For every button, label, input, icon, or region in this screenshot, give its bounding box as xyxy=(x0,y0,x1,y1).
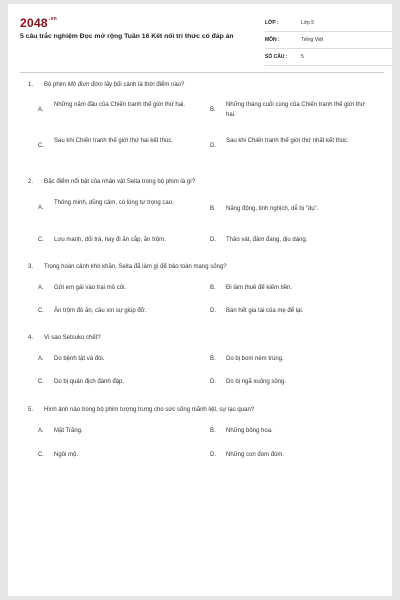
option-letter: C. xyxy=(38,379,44,385)
meta-row-count xyxy=(265,50,395,66)
question-text: Vì sao Setsuko chết? xyxy=(44,335,101,341)
question-number: 1. xyxy=(28,82,34,88)
option-letter: C. xyxy=(38,308,44,314)
option-text: Những bông hoa. xyxy=(226,428,273,434)
option-text: Do bị quân địch đánh đập. xyxy=(54,379,125,385)
option-text: Sau khi Chiến tranh thế giới thứ hai kết thúc. xyxy=(54,138,174,144)
option-letter: B. xyxy=(210,107,216,113)
document-page xyxy=(8,4,392,596)
question-number: 5. xyxy=(28,407,34,413)
meta-key: MÔN : xyxy=(265,37,280,43)
document-header xyxy=(20,16,380,68)
option-letter: B. xyxy=(210,285,216,291)
question-text: Bộ phim Mộ đom đóm lấy bối cảnh là thời điểm nào? xyxy=(44,82,185,88)
option-text: Mặt Trăng. xyxy=(54,428,83,434)
option-letter: D. xyxy=(210,379,216,385)
option-text: Năng động, tinh nghịch, dễ bị "dụ". xyxy=(226,206,319,212)
document-title: 5 câu trắc nghiệm Đọc mở rộng Tuần 16 Kết nối tri thức có đáp án xyxy=(20,33,234,40)
option-letter: D. xyxy=(210,452,216,458)
question-text: Đặc điểm nổi bật của nhân vật Seita trong bộ phim là gì? xyxy=(44,179,196,185)
option-text: Đi làm thuê để kiếm tiền. xyxy=(226,285,293,291)
meta-key: SỐ CÂU : xyxy=(265,54,288,60)
option-text: Bán hết gia tài của mẹ để lại. xyxy=(226,308,304,314)
meta-value: 5 xyxy=(301,54,304,60)
meta-value: Tiếng Việt xyxy=(301,37,324,43)
option-letter: A. xyxy=(38,428,44,434)
question-number: 3. xyxy=(28,264,34,270)
option-text: Những tháng cuối cùng của Chiến tranh thế giới thứ hai. xyxy=(226,102,365,118)
header-divider xyxy=(20,72,384,73)
option-text: Do bị ngã xuống sông. xyxy=(226,379,287,385)
option-text: Thảo vát, đảm đang, dịu dàng. xyxy=(226,237,308,243)
meta-value: Lớp 5 xyxy=(301,20,315,26)
meta-row-subject xyxy=(265,33,395,49)
option-letter: A. xyxy=(38,205,44,211)
option-letter: D. xyxy=(210,143,216,149)
question-number: 2. xyxy=(28,179,34,185)
option-letter: B. xyxy=(210,428,216,434)
option-letter: D. xyxy=(210,308,216,314)
option-text: Thông minh, dũng cảm, có lòng tự trọng cao. xyxy=(54,200,174,206)
option-text: Ngôi mộ. xyxy=(54,452,79,458)
option-letter: B. xyxy=(210,356,216,362)
option-letter: C. xyxy=(38,143,44,149)
option-letter: C. xyxy=(38,452,44,458)
question-text: Trong hoàn cảnh khó khăn, Seita đã làm gì để bảo toàn mạng sống? xyxy=(44,264,227,270)
option-text: Do bị bom ném trúng. xyxy=(226,356,284,362)
option-text: Sau khi Chiến tranh thế giới thứ nhất kết thúc. xyxy=(226,138,349,144)
option-text: Những năm đầu của Chiến tranh thế giới thứ hai. xyxy=(54,102,186,108)
option-letter: A. xyxy=(38,356,44,362)
logo-main: 2048 xyxy=(20,16,48,30)
option-letter: C. xyxy=(38,237,44,243)
option-text: Ăn trộm đồ ăn, cầu xin sự giúp đỡ. xyxy=(54,308,147,314)
meta-key: LỚP : xyxy=(265,20,279,26)
option-text: Những con đom đóm. xyxy=(226,452,285,458)
question-text: Hình ảnh nào trong bộ phim tượng trưng cho sức sống mãnh liệt, sự lạc quan? xyxy=(44,407,255,413)
option-text: Do bệnh tật và đói. xyxy=(54,356,105,362)
option-letter: B. xyxy=(210,206,216,212)
meta-row-class xyxy=(265,16,395,32)
option-letter: A. xyxy=(38,285,44,291)
option-text: Lưu manh, dối trá, hay đi ăn cắp, ăn trộm. xyxy=(54,237,166,243)
logo-suffix: .vn xyxy=(48,16,58,22)
option-letter: A. xyxy=(38,107,44,113)
option-text: Gửi em gái vào trại mồ côi. xyxy=(54,285,127,291)
option-letter: D. xyxy=(210,237,216,243)
question-number: 4. xyxy=(28,335,34,341)
site-logo[interactable] xyxy=(20,16,57,30)
